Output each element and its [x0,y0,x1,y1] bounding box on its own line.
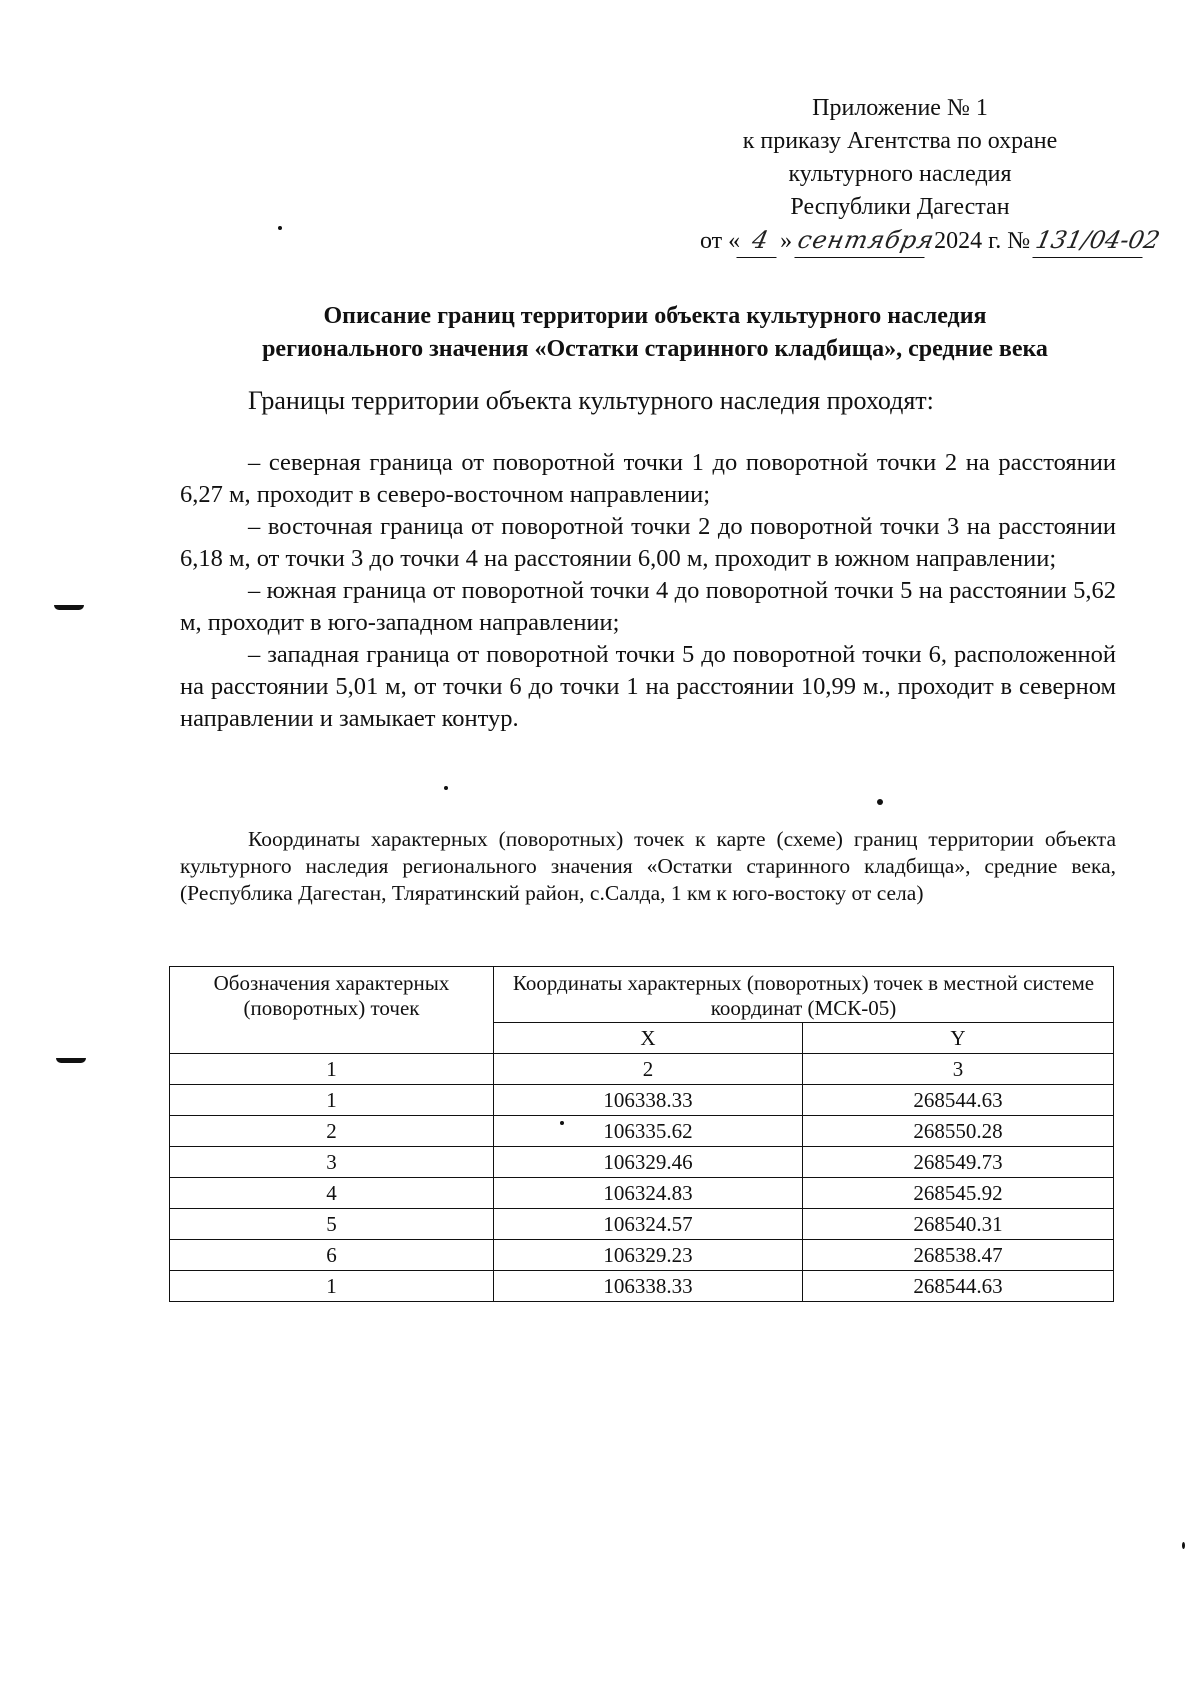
date-mid: » [780,228,793,254]
coordinates-table [169,966,1114,1302]
point-cell: 1 [170,1271,494,1302]
index-cell: 1 [170,1054,494,1085]
point-cell: 5 [170,1209,494,1240]
appendix-line-3: культурного наследия [788,161,1012,187]
y-cell: 268549.73 [803,1147,1114,1178]
table-row [170,1116,1114,1147]
x-cell: 106338.33 [494,1271,803,1302]
title-line-2: регионального значения «Остатки старинного кладбища», средние века [262,336,1048,362]
scan-speck [877,799,883,805]
y-cell: 268540.31 [803,1209,1114,1240]
scan-speck [560,1121,564,1125]
order-date-line [700,224,1163,258]
table-row [170,1271,1114,1302]
scan-mark [54,605,84,610]
coordinates-caption [180,826,1116,907]
borders-description [180,447,1116,735]
x-cell: 106338.33 [494,1085,803,1116]
south-border-text: – южная граница от поворотной точки 4 до поворотной точки 5 на расстоянии 5,62 м, проходит в юго-западном направлении; [180,577,1116,636]
date-prefix: от « [700,228,741,254]
north-border-text: – северная граница от поворотной точки 1 до поворотной точки 2 на расстоянии 6,27 м, проходит в северо-восточном направлении; [180,449,1116,508]
coordinates-caption-text: Координаты характерных (поворотных) точек к карте (схеме) границ территории объекта культурного наследия регионального значения «Остатки старинного кладбища», средние века, (Республика Дагестан, Тляратинский район, с.Салда, 1 км к юго-востоку от села) [180,827,1116,905]
point-cell: 4 [170,1178,494,1209]
appendix-line-2: к приказу Агентства по охране [742,128,1058,154]
handwritten-day: 4 [737,224,784,258]
coordinates-group-header: Координаты характерных (поворотных) точек в местной системе координат (МСК-05) [494,967,1114,1023]
index-cell: 2 [494,1054,803,1085]
x-cell: 106335.62 [494,1116,803,1147]
appendix-header [700,92,1163,258]
index-cell: 3 [803,1054,1114,1085]
y-header: Y [803,1023,1114,1054]
title-line-1: Описание границ территории объекта культурного наследия [323,303,987,329]
scan-mark [56,1058,86,1063]
appendix-line-4: Республики Дагестан [790,194,1010,220]
point-cell: 2 [170,1116,494,1147]
east-border-text: – восточная граница от поворотной точки 2 до поворотной точки 3 на расстоянии 6,18 м, от точки 3 до точки 4 на расстоянии 6,00 м, проходит в южном направлении; [180,513,1116,572]
document-title [180,300,1130,366]
handwritten-month: сентября [795,224,932,258]
y-cell: 268544.63 [803,1271,1114,1302]
intro-text: Границы территории объекта культурного наследия проходят: [248,386,934,415]
y-cell: 268545.92 [803,1178,1114,1209]
table-row [170,1147,1114,1178]
west-border-text: – западная граница от поворотной точки 5 до поворотной точки 6, расположенной на расстоянии 5,01 м, от точки 6 до точки 1 на расстоянии 10,99 м., проходит в северном направлении и замыкает контур. [180,641,1116,732]
scan-speck [1182,1542,1185,1549]
y-cell: 268544.63 [803,1085,1114,1116]
x-cell: 106329.46 [494,1147,803,1178]
point-cell: 3 [170,1147,494,1178]
date-year: 2024 г. № [934,228,1031,254]
point-cell: 6 [170,1240,494,1271]
appendix-line-1: Приложение № 1 [812,95,988,121]
x-cell: 106324.83 [494,1178,803,1209]
handwritten-order-number: 131/04-02 [1033,224,1150,258]
table-row [170,1209,1114,1240]
table-row [170,1178,1114,1209]
point-designation-header: Обозначения характерных (поворотных) точек [170,967,494,1054]
table-header-row [170,967,1114,1023]
scan-speck [278,226,282,230]
column-index-row [170,1054,1114,1085]
y-cell: 268538.47 [803,1240,1114,1271]
x-cell: 106329.23 [494,1240,803,1271]
scan-speck [444,786,448,790]
table-row [170,1240,1114,1271]
y-cell: 268550.28 [803,1116,1114,1147]
x-header: X [494,1023,803,1054]
point-cell: 1 [170,1085,494,1116]
x-cell: 106324.57 [494,1209,803,1240]
table-row [170,1085,1114,1116]
